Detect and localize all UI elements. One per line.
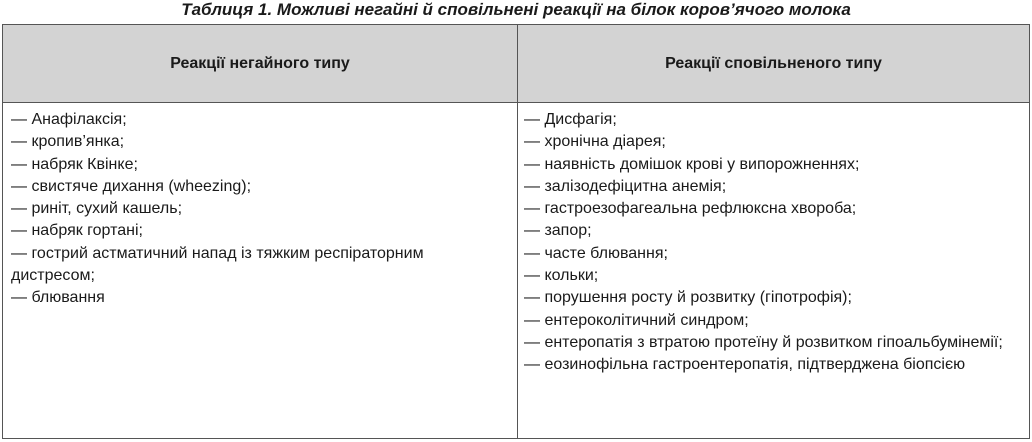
list-item: — кольки; (524, 267, 599, 285)
table-caption: Таблиця 1. Можливі негайні й сповільнені реакції на білок коров’ячого молока (181, 0, 851, 19)
immediate-reactions-list (11, 109, 511, 310)
list-item: — гастроезофагеальна рефлюксна хвороба; (524, 200, 857, 218)
table-header-row (3, 25, 1029, 103)
header-delayed-reactions: Реакції сповільненого типу (665, 54, 882, 72)
list-item: — блювання (11, 289, 105, 307)
list-item: — свистяче дихання (wheezing); (11, 177, 252, 195)
list-item: — часте блювання; (524, 244, 668, 262)
list-item: — еозинофільна гастроентеропатія, підтверджена біопсією (524, 356, 966, 374)
list-item: — набряк Квінке; (11, 155, 138, 173)
header-immediate-reactions: Реакції негайного типу (170, 54, 350, 72)
column-divider (517, 25, 518, 438)
list-item: — Анафілаксія; (11, 111, 127, 128)
list-item: — ентеропатія з втратою протеїну й розвитком гіпоальбумінемії; (524, 333, 1003, 351)
list-item: — запор; (524, 222, 592, 240)
list-item: — порушення росту й розвитку (гіпотрофія); (524, 289, 852, 307)
delayed-reactions-list (524, 109, 1014, 377)
list-item: — хронічна діарея; (524, 133, 666, 151)
immediate-reactions-cell (11, 109, 511, 310)
reactions-table (2, 24, 1030, 439)
list-item: — гострий астматичний напад із тяжким респіраторним дистресом; (11, 244, 424, 285)
list-item: — кропив’янка; (11, 133, 125, 151)
delayed-reactions-cell (524, 109, 1014, 377)
list-item: — Дисфагія; (524, 111, 617, 128)
list-item: — риніт, сухий кашель; (11, 200, 183, 218)
list-item: — набряк гортані; (11, 222, 143, 240)
list-item: — наявність домішок крові у випорожненнях; (524, 155, 860, 173)
list-item: — залізодефіцитна анемія; (524, 177, 727, 195)
list-item: — ентероколітичний синдром; (524, 311, 749, 329)
